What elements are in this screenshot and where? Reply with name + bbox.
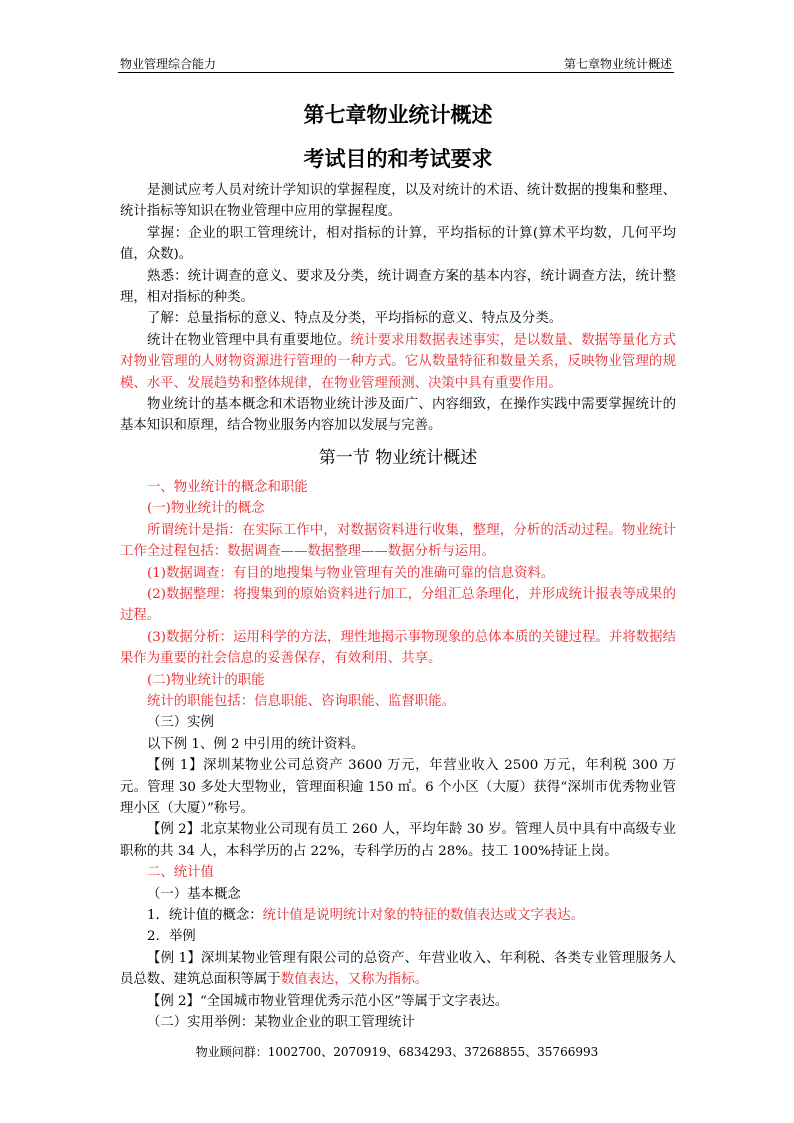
intro-concepts: 物业统计的基本概念和术语物业统计涉及面广、内容细致，在操作实践中需要掌握统计的基本知识和原理，结合物业服务内容加以发展与完善。 — [120, 397, 676, 434]
subheading-concept: (一)物业统计的概念 — [147, 501, 265, 517]
intro-understand: 了解：总量指标的意义、特点及分类，平均指标的意义、特点及分类。 — [147, 311, 563, 327]
intro-master: 掌握：企业的职工管理统计，相对指标的计算，平均指标的计算(算术平均数，几何平均值，众数)。 — [120, 225, 676, 263]
function-paragraph: 统计的职能包括：信息职能、咨询职能、监督职能。 — [147, 693, 455, 709]
page-footer: 物业顾问群：1002700、2070919、6834293、37268855、35766993 — [195, 1045, 599, 1059]
value-example-1 — [120, 948, 676, 991]
header-right-text: 第七章物业统计概述 — [563, 57, 672, 71]
definition-label: 1．统计值的概念： — [147, 908, 263, 923]
intro-paragraph: 是测试应考人员对统计学知识的掌握程度，以及对统计的术语、统计数据的搜集和整理、统计指标等知识在物业管理中应用的掌握程度。 — [120, 183, 676, 220]
page-header — [118, 52, 674, 73]
value-example-1-text: 【例 1】深圳某物业管理有限公司的总资产、年营业收入、年利税、各类专业管理服务人员总数、建筑总面积等属于 — [120, 950, 676, 988]
definition-highlight: 统计值是说明统计对象的特征的数值表达或文字表达。 — [262, 908, 585, 923]
subheading-basic-concept: （一）基本概念 — [147, 886, 241, 902]
subheading-function: (二)物业统计的职能 — [147, 672, 265, 688]
intro-familiar: 熟悉：统计调查的意义、要求及分类，统计调查方案的基本内容，统计调查方法，统计整理，相对指标的种类。 — [120, 268, 676, 306]
example-2: 【例 2】北京某物业公司现有员工 260 人，平均年龄 30 岁。管理人员中具有中高级专业职称的共 34 人，本科学历的占 22%，专科学历的占 28%。技工 100%持证上岗。 — [120, 822, 676, 859]
chapter-subtitle: 考试目的和考试要求 — [303, 146, 493, 171]
chapter-title: 第七章物业统计概述 — [303, 102, 493, 127]
section-title: 第一节 物业统计概述 — [318, 447, 478, 468]
header-left-text: 物业管理综合能力 — [120, 57, 217, 71]
data-survey-item: (1)数据调查：有目的地搜集与物业管理有关的准确可靠的信息资料。 — [147, 565, 555, 581]
importance-highlight: 统计要求用数据表述事实，是以数量、数据等量化方式对物业管理的人财物资源进行管理的一种方式。它从数量特征和数量关系，反映物业管理的规模、水平、发展趋势和整体规律，在物业管理预测、决策中具有重要作用。 — [120, 332, 676, 391]
example-intro: 以下例 1、例 2 中引用的统计资料。 — [147, 736, 365, 752]
data-arrange-item: (2)数据整理：将搜集到的原始资料进行加工，分组汇总条理化，并形成统计报表等成果的过程。 — [120, 586, 676, 624]
definition-paragraph: 所谓统计是指：在实际工作中，对数据资料进行收集，整理，分析的活动过程。物业统计工作全过程包括：数据调查——数据整理——数据分析与运用。 — [120, 522, 676, 560]
document-body — [120, 100, 676, 1033]
heading-statistic-value: 二、统计值 — [147, 865, 214, 881]
heading-concept-function: 一、物业统计的概念和职能 — [147, 479, 308, 495]
subheading-practical-example: （二）实用举例：某物业企业的职工管理统计 — [147, 1015, 415, 1031]
importance-lead: 统计在物业管理中具有重要地位。 — [147, 332, 351, 348]
value-example-2: 【例 2】“全国城市物业管理优秀示范小区”等属于文字表达。 — [147, 993, 509, 1009]
data-analysis-item: (3)数据分析：运用科学的方法，理性地揭示事物现象的总体本质的关键过程。并将数据结果作为重要的社会信息的妥善保存，有效利用、共享。 — [120, 629, 676, 667]
example-heading: 2．举例 — [147, 929, 196, 945]
value-example-1-highlight: 数值表达，又称为指标。 — [280, 972, 428, 988]
example-1: 【例 1】深圳某物业公司总资产 3600 万元，年营业收入 2500 万元，年利税 300 万元。管理 30 多处大型物业，管理面积逾 150 ㎡。6 个小区（大厦）获得“深圳市优秀物业管理小区（大厦）”称号。 — [120, 758, 676, 816]
subheading-example: （三）实例 — [147, 715, 214, 731]
statistic-value-definition — [120, 905, 676, 926]
intro-importance — [120, 330, 676, 394]
